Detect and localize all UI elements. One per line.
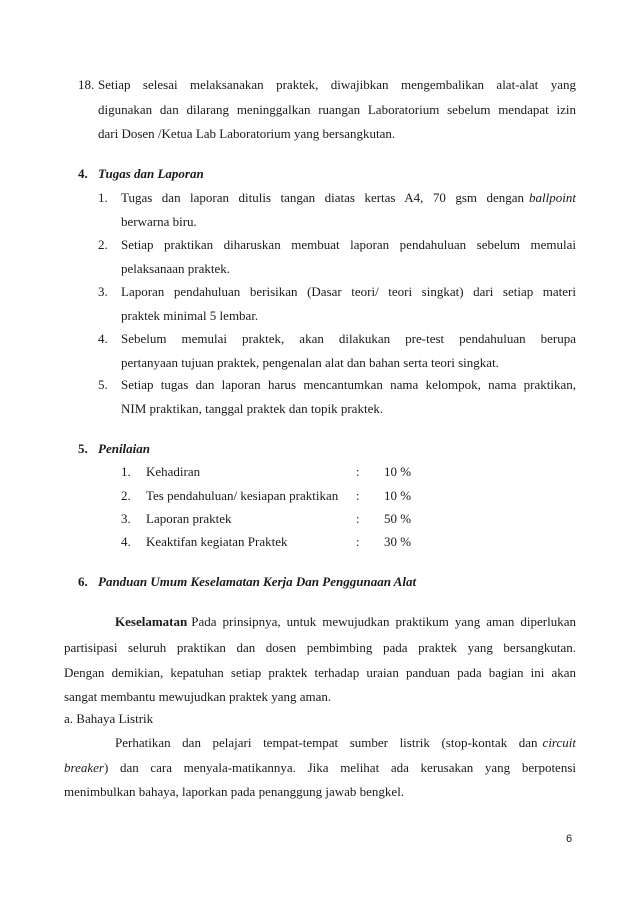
safety-para-line-2-text: partisipasi seluruh praktikan dan dosen pembimbing pada praktek yang bersangkutan. (64, 640, 576, 655)
grade-row-1-value: 10 % (384, 464, 412, 479)
task-3-number: 3. (98, 284, 108, 299)
task-5-line-1 (121, 377, 576, 393)
task-4-line-1 (121, 331, 576, 347)
safety-para-line-4: sangat membantu mewujudkan praktek yang aman. (64, 689, 332, 704)
grade-row-4-value: 30 % (384, 534, 412, 549)
section-4-title: Tugas dan Laporan (98, 166, 204, 181)
electric-para-line-1 (115, 735, 576, 751)
section-6-number: 6. (78, 574, 88, 589)
electric-para-line-2 (64, 760, 576, 776)
grade-row-2-value: 10 % (384, 488, 412, 503)
item-18-number: 18. (78, 77, 95, 92)
item-18-line-2 (98, 102, 576, 118)
electric-para-line-1-text: Perhatikan dan pelajari tempat-tempat sumber listrik (stop-kontak dan (115, 735, 538, 750)
task-1-line-2: berwarna biru. (121, 214, 197, 229)
grade-row-3-number: 3. (121, 511, 131, 526)
grade-row-3-value: 50 % (384, 511, 412, 526)
task-2-line-1 (121, 237, 576, 253)
safety-para-line-1 (115, 614, 576, 630)
safety-para-line-3-text: Dengan demikian, kepatuhan setiap praktek terhadap uraian panduan pada bagian ini akan (64, 665, 576, 680)
task-1-line-1 (121, 190, 576, 206)
task-4-line-2: pertanyaan tujuan praktek, pengenalan alat dan bahan serta teori singkat. (121, 355, 499, 370)
grade-row-4-colon: : (356, 534, 360, 549)
task-2-number: 2. (98, 237, 108, 252)
section-5-number: 5. (78, 441, 88, 456)
task-4-number: 4. (98, 331, 108, 346)
task-1-italic-text: ballpoint (529, 190, 576, 205)
grade-row-3-label: Laporan praktek (146, 511, 232, 526)
task-5-number: 5. (98, 377, 108, 392)
safety-bold-term: Keselamatan (115, 614, 188, 629)
grade-row-4-number: 4. (121, 534, 131, 549)
task-3-line-2: praktek minimal 5 lembar. (121, 308, 259, 323)
task-1-text: Tugas dan laporan ditulis tangan diatas kertas A4, 70 gsm dengan (121, 190, 525, 205)
electric-para-italic-2: breaker (64, 760, 104, 775)
section-6-title: Panduan Umum Keselamatan Kerja Dan Penggunaan Alat (98, 574, 417, 589)
grade-row-1-label: Kehadiran (146, 464, 201, 479)
grade-row-3-colon: : (356, 511, 360, 526)
grade-row-2-colon: : (356, 488, 360, 503)
task-5-line-2: NIM praktikan, tanggal praktek dan topik praktek. (121, 401, 384, 416)
task-2-line-2: pelaksanaan praktek. (121, 261, 231, 276)
safety-para-line-2 (64, 640, 576, 656)
item-18-line-2-text: digunakan dan dilarang meninggalkan ruangan Laboratorium sebelum mendapat izin (98, 102, 576, 117)
task-4-text: Sebelum memulai praktek, akan dilakukan pre-test pendahuluan berupa (121, 331, 576, 346)
grade-row-2-label: Tes pendahuluan/ kesiapan praktikan (146, 488, 339, 503)
task-3-text: Laporan pendahuluan berisikan (Dasar teori/ teori singkat) dari setiap materi (121, 284, 576, 299)
electric-para-line-3: menimbulkan bahaya, laporkan pada penanggung jawab bengkel. (64, 784, 405, 799)
item-18-line-3: dari Dosen /Ketua Lab Laboratorium yang bersangkutan. (98, 126, 396, 141)
grade-row-1-colon: : (356, 464, 360, 479)
electric-para-italic-1: circuit (542, 735, 576, 750)
task-1-number: 1. (98, 190, 108, 205)
task-3-line-1 (121, 284, 576, 300)
grade-row-4-label: Keaktifan kegiatan Praktek (146, 534, 288, 549)
page-number: 6 (566, 833, 573, 845)
section-4-number: 4. (78, 166, 88, 181)
task-2-text: Setiap praktikan diharuskan membuat laporan pendahuluan sebelum memulai (121, 237, 576, 252)
task-5-text: Setiap tugas dan laporan harus mencantumkan nama kelompok, nama praktikan, (121, 377, 576, 392)
grade-row-1-number: 1. (121, 464, 131, 479)
grade-row-2-number: 2. (121, 488, 131, 503)
safety-para-line-1-text: Pada prinsipnya, untuk mewujudkan praktikum yang aman diperlukan (191, 614, 576, 629)
subsection-a-heading: a. Bahaya Listrik (64, 711, 154, 726)
item-18-line-1 (98, 77, 576, 93)
item-18-line-1-text: Setiap selesai melaksanakan praktek, diwajibkan mengembalikan alat-alat yang (98, 77, 576, 92)
section-5-title: Penilaian (98, 441, 151, 456)
electric-para-line-2-text: ) dan cara menyala-matikannya. Jika melihat ada kerusakan yang berpotensi (103, 760, 576, 775)
safety-para-line-3 (64, 665, 576, 681)
